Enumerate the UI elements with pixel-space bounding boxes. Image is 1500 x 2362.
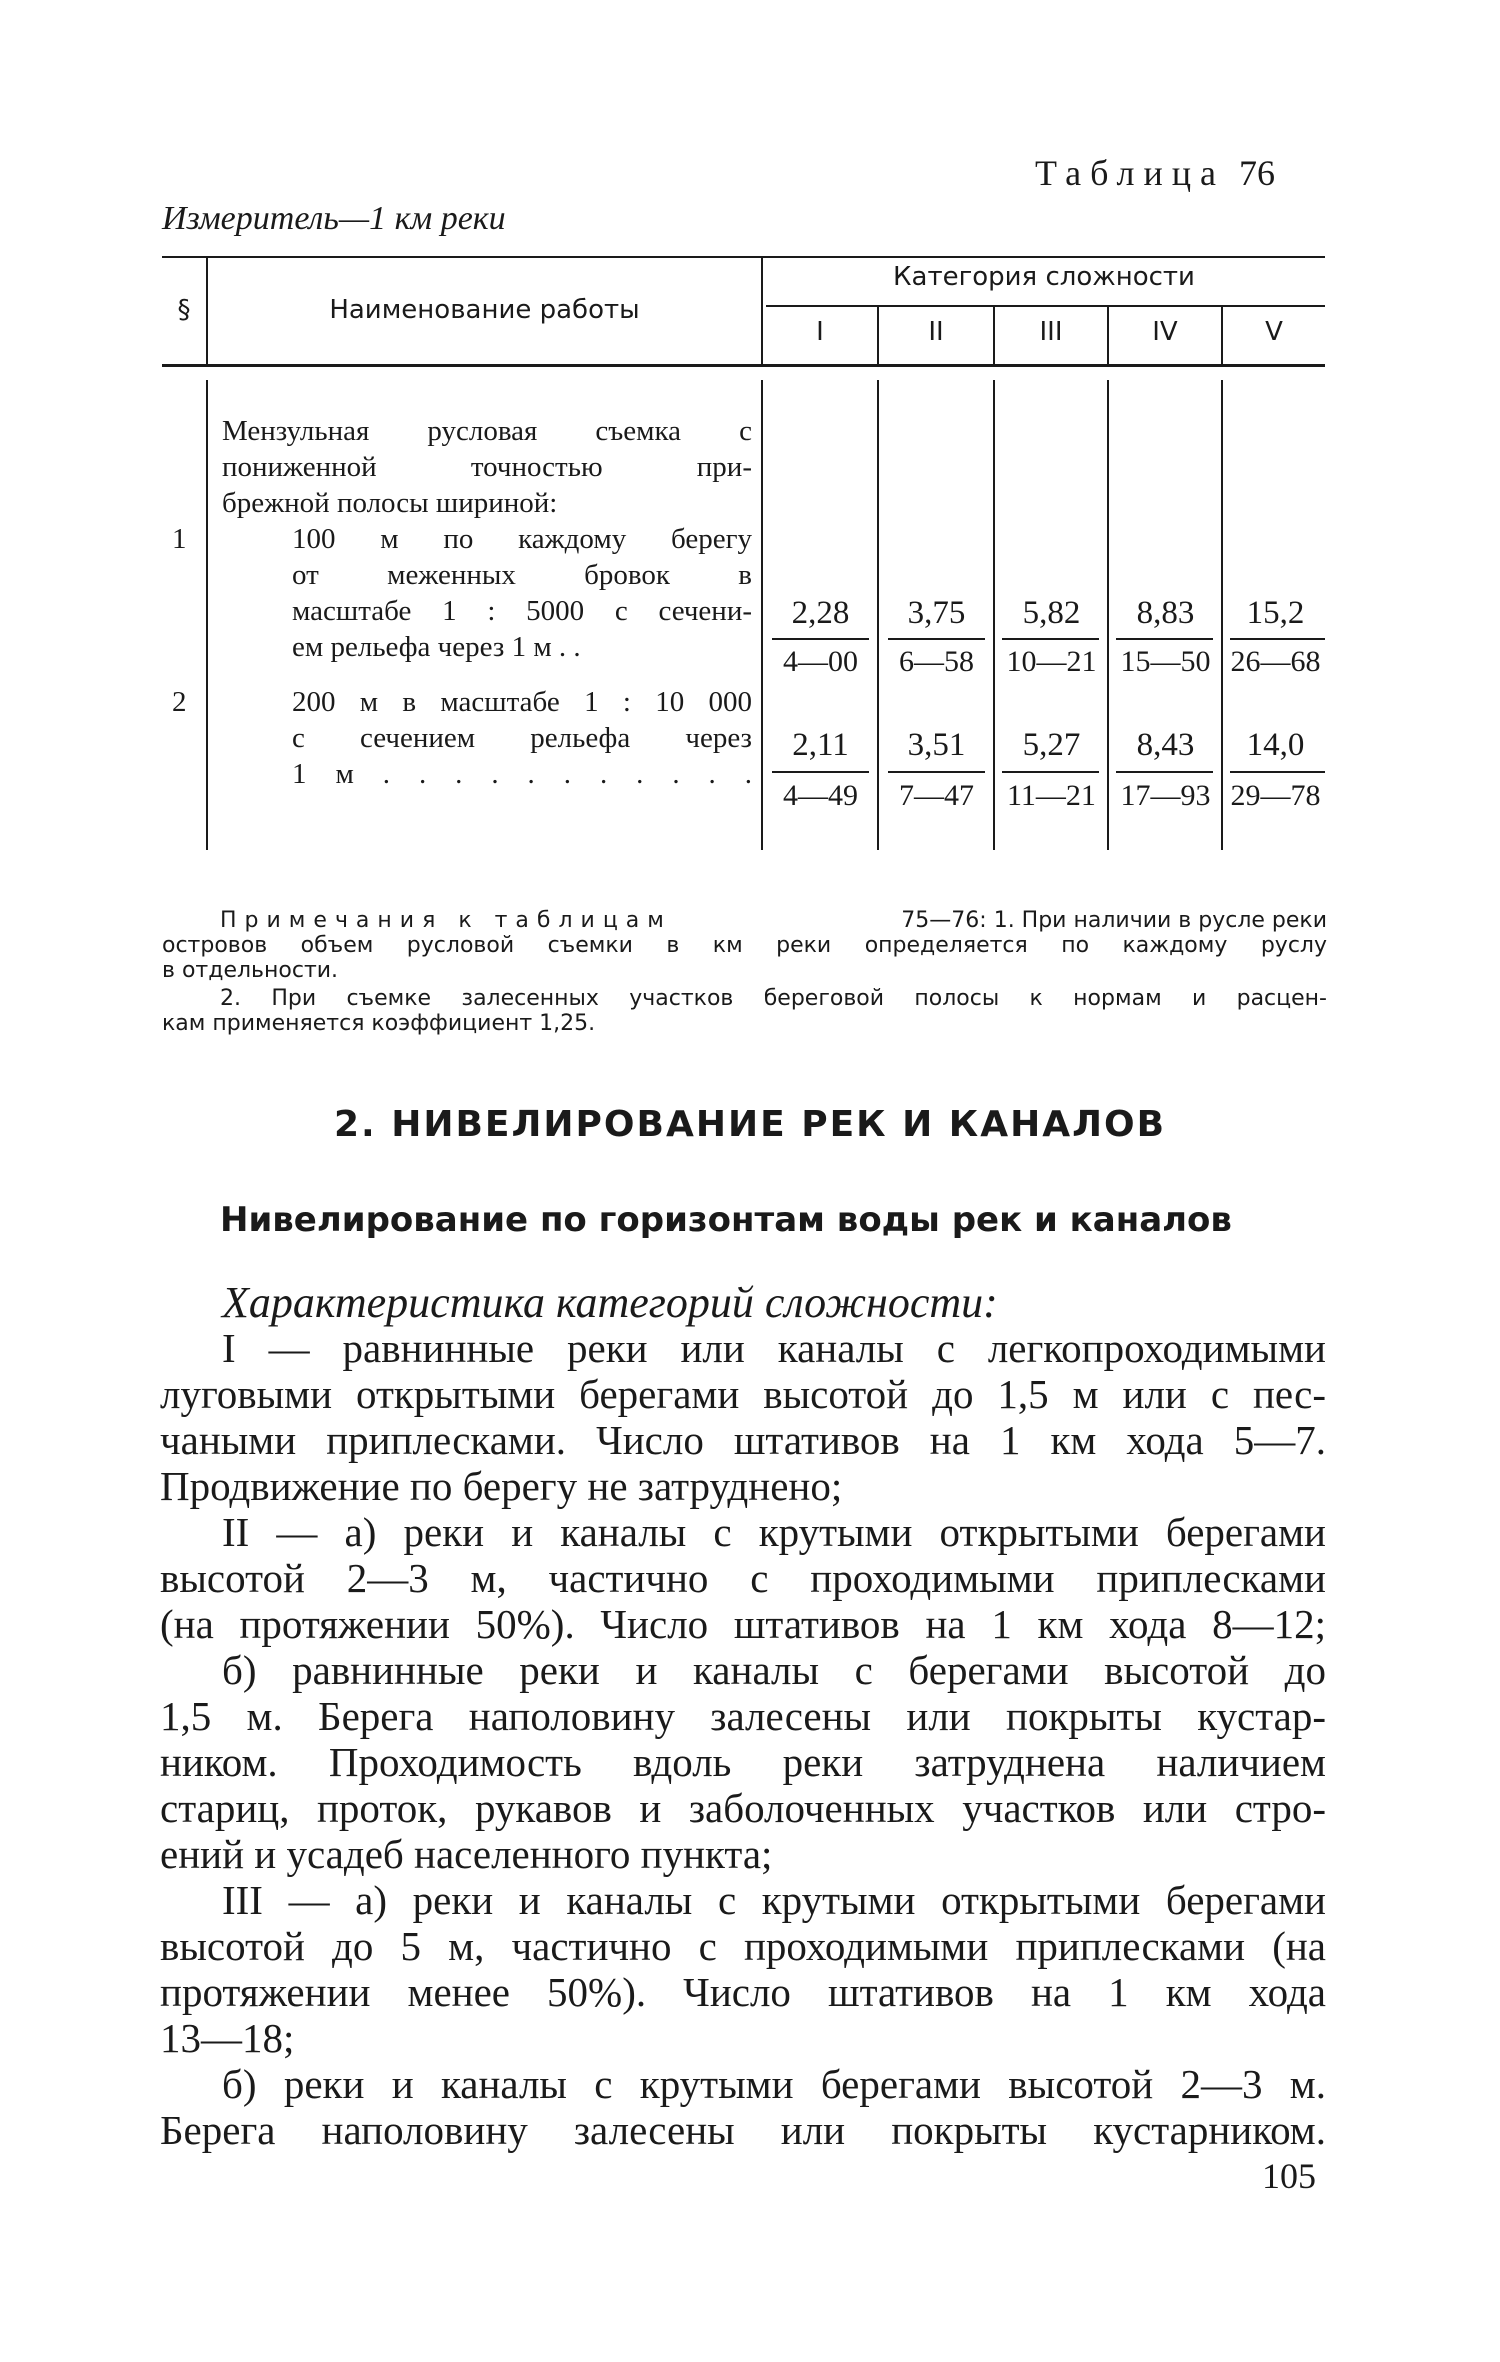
- category-label: V: [1265, 317, 1283, 347]
- text-line: Продвижение по берегу не затруднено;: [160, 1463, 843, 1509]
- text-line: (на протяжении 50%). Число штативов на 1 км хода 8—12;: [160, 1601, 1326, 1647]
- text-line: ником. Проходимость вдоль реки затруднена наличием: [160, 1739, 1326, 1785]
- rate-value: 6—58: [899, 645, 974, 678]
- characteristics-title: Характеристика категорий сложности:: [222, 1278, 998, 1327]
- row-number: 1: [172, 523, 187, 555]
- fraction-bar: [1230, 638, 1325, 640]
- fraction-bar: [772, 638, 869, 640]
- rate-value: 26—68: [1230, 645, 1321, 678]
- work-intro-line: Мензульная русловая съемка с: [222, 415, 752, 447]
- work-line: 100 м по каждому берегу: [292, 523, 752, 555]
- category-label: II: [928, 317, 944, 347]
- text-line: протяжении менее 50%). Число штативов на 1 км хода: [160, 1969, 1326, 2015]
- norm-value: 8,43: [1136, 727, 1195, 763]
- fraction-bar: [1116, 771, 1213, 773]
- norm-value: 15,2: [1246, 595, 1305, 631]
- fraction-bar: [1116, 638, 1213, 640]
- norm-value: 2,11: [792, 727, 849, 763]
- rate-value: 4—00: [783, 645, 858, 678]
- norm-value: 3,51: [907, 727, 966, 763]
- work-intro-line: пониженной точностью при-: [222, 451, 752, 483]
- work-line: с сечением рельефа через: [292, 722, 752, 754]
- work-intro-line: брежной полосы шириной:: [222, 487, 558, 519]
- note-line: 2. При съемке залесенных участков береговой полосы к нормам и расцен-: [220, 986, 1327, 1011]
- notes-line1: 75—76: 1. При наличии в русле реки: [901, 908, 1327, 933]
- work-line: 1 м . . . . . . . . . . .: [292, 758, 752, 790]
- text-line: высотой до 5 м, частично с проходимыми приплесками (на: [160, 1923, 1326, 1969]
- category-label: IV: [1152, 317, 1178, 347]
- section-heading: 2. НИВЕЛИРОВАНИЕ РЕК И КАНАЛОВ: [333, 1104, 1167, 1145]
- category-subrule: [766, 305, 1325, 307]
- text-line: стариц, проток, рукавов и заболоченных участков или стро-: [160, 1785, 1326, 1831]
- text-line: 1,5 м. Берега наполовину залесены или покрыты кустар-: [160, 1693, 1326, 1739]
- fraction-bar: [1002, 638, 1099, 640]
- text-line: луговыми открытыми берегами высотой до 1,5 м или с пес-: [160, 1371, 1326, 1417]
- table-number: 76: [1238, 153, 1275, 193]
- work-line: от меженных бровок в: [292, 559, 752, 591]
- table-label: [1035, 152, 1275, 194]
- text-line: б) реки и каналы с крутыми берегами высотой 2—3 м.: [222, 2061, 1326, 2107]
- col-header-category: Категория сложности: [893, 262, 1195, 292]
- col-rule: [206, 380, 208, 850]
- work-line: ем рельефа через 1 м . .: [292, 631, 581, 663]
- note-line: кам применяется коэффициент 1,25.: [162, 1011, 596, 1036]
- meter-caption: Измеритель—1 км реки: [162, 200, 506, 237]
- page-number: 105: [1262, 2156, 1316, 2196]
- fraction-bar: [772, 771, 869, 773]
- table-word: Таблица: [1035, 153, 1225, 193]
- text-line: ений и усадеб населенного пункта;: [160, 1831, 773, 1877]
- norm-value: 5,27: [1022, 727, 1081, 763]
- note-line: [220, 908, 1327, 933]
- rate-value: 4—49: [783, 779, 858, 812]
- rate-value: 7—47: [899, 779, 974, 812]
- work-line: масштабе 1 : 5000 с сечени-: [292, 595, 752, 627]
- fraction-bar: [888, 771, 985, 773]
- norm-value: 8,83: [1136, 595, 1195, 631]
- rate-value: 17—93: [1120, 779, 1211, 812]
- work-line: 200 м в масштабе 1 : 10 000: [292, 686, 752, 718]
- text-line: чаными приплесками. Число штативов на 1 км хода 5—7.: [160, 1417, 1326, 1463]
- norm-value: 5,82: [1022, 595, 1081, 631]
- text-line: III — а) реки и каналы с крутыми открытыми берегами: [222, 1877, 1326, 1923]
- norm-value: 14,0: [1246, 727, 1305, 763]
- notes-prefix: Примечания к таблицам: [220, 908, 672, 933]
- norm-value: 2,28: [791, 595, 850, 631]
- sub-heading: Нивелирование по горизонтам воды рек и каналов: [220, 1200, 1232, 1240]
- text-line: 13—18;: [160, 2015, 295, 2061]
- fraction-bar: [1002, 771, 1099, 773]
- rate-value: 10—21: [1006, 645, 1097, 678]
- text-line: I — равнинные реки или каналы с легкопроходимыми: [222, 1325, 1326, 1371]
- rate-value: 15—50: [1120, 645, 1211, 678]
- fraction-bar: [1230, 771, 1325, 773]
- table-header-rule: [162, 364, 1325, 367]
- note-line: островов объем русловой съемки в км реки определяется по каждому руслу: [162, 933, 1327, 958]
- category-label: I: [816, 317, 824, 347]
- note-line: в отдельности.: [162, 958, 339, 983]
- col-header-work: Наименование работы: [329, 295, 640, 325]
- fraction-bar: [888, 638, 985, 640]
- rate-value: 11—21: [1007, 779, 1096, 812]
- text-line: б) равнинные реки и каналы с берегами высотой до: [222, 1647, 1326, 1693]
- table-top-rule: [162, 256, 1325, 258]
- row-number: 2: [172, 686, 187, 718]
- category-label: III: [1039, 317, 1063, 347]
- norm-value: 3,75: [907, 595, 966, 631]
- col-header-section: §: [177, 295, 191, 325]
- text-line: высотой 2—3 м, частично с проходимыми приплесками: [160, 1555, 1326, 1601]
- rate-value: 29—78: [1230, 779, 1321, 812]
- text-line: Берега наполовину залесены или покрыты кустарником.: [160, 2107, 1326, 2153]
- text-line: II — а) реки и каналы с крутыми открытыми берегами: [222, 1509, 1326, 1555]
